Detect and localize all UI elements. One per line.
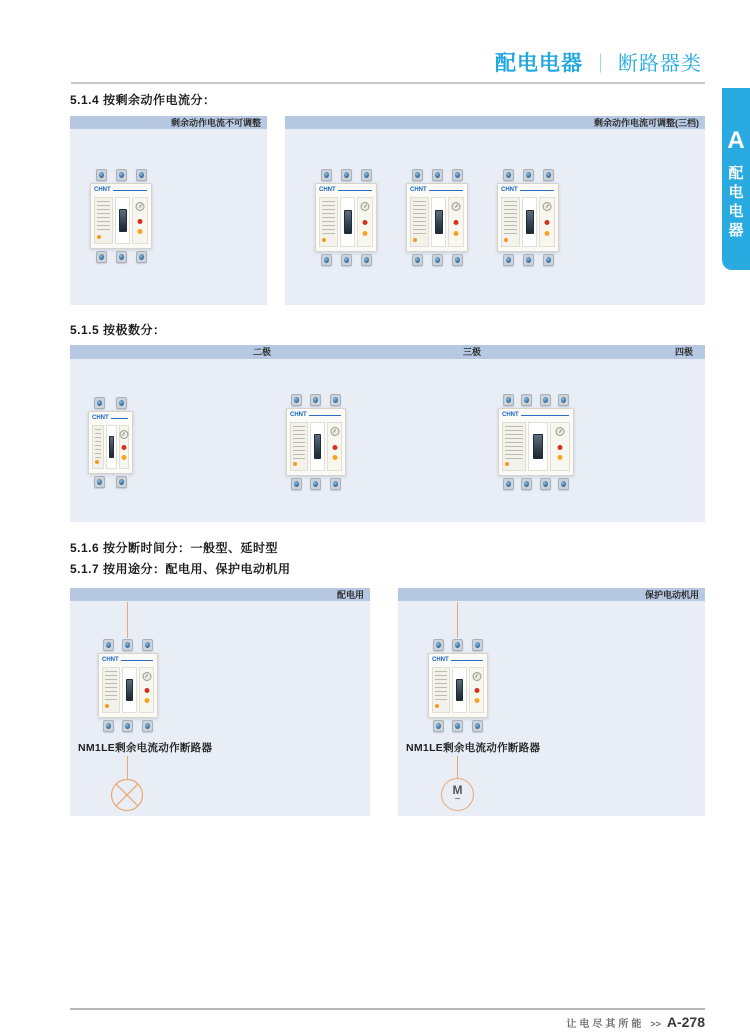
indicator-dot-orange <box>322 238 326 242</box>
chnt-logo: CHNT <box>319 187 336 193</box>
terminal-screw <box>433 720 444 732</box>
breaker-toggle-recess <box>115 197 131 244</box>
breaker-face <box>91 195 151 248</box>
terminal-screw <box>103 639 114 651</box>
test-button-yellow <box>332 455 337 460</box>
breaker-controls <box>119 425 129 469</box>
terminal-screw <box>412 169 423 181</box>
terminal-screw <box>412 254 423 266</box>
breaker-toggle-recess <box>431 197 447 247</box>
terminal-screw <box>543 169 554 181</box>
breaker-toggle-recess <box>310 422 325 471</box>
page-number: A-278 <box>666 1014 705 1030</box>
breaker-spec-label <box>94 197 113 244</box>
breaker-controls <box>139 667 154 713</box>
terminal-screw <box>94 476 105 488</box>
terminal-screw <box>558 394 569 406</box>
terminal-screw <box>503 254 514 266</box>
adjustment-dial <box>361 202 370 211</box>
indicator-dot-orange <box>97 235 101 239</box>
toggle-handle <box>126 679 133 702</box>
terminal-screw <box>341 254 352 266</box>
adjustment-dial <box>543 202 552 211</box>
trip-button-red <box>363 220 368 225</box>
toggle-handle <box>109 436 114 458</box>
terminal-screw <box>103 720 114 732</box>
breaker-toggle-recess <box>106 425 116 469</box>
panel-header-distribution: 配电用 <box>70 588 370 601</box>
chnt-logo: CHNT <box>502 412 519 418</box>
breaker-toggle-recess <box>340 197 356 247</box>
breaker-spec-label <box>92 425 104 469</box>
panel-header-motor: 保护电动机用 <box>398 588 705 601</box>
terminal-screw <box>330 478 341 490</box>
terminal-screw <box>503 169 514 181</box>
logo-underline <box>429 190 463 191</box>
breaker-toggle-recess <box>528 422 548 471</box>
wire-line-bottom <box>457 756 458 778</box>
wire-line-top <box>457 602 458 638</box>
breaker-terminal-row-bottom <box>286 477 346 491</box>
logo-underline <box>338 190 372 191</box>
breaker-terminal-row-bottom <box>88 475 133 489</box>
terminal-screw <box>540 394 551 406</box>
terminal-screw <box>291 394 302 406</box>
adjustment-dial <box>136 202 145 211</box>
breaker-face <box>89 423 132 473</box>
panel-distribution-use <box>70 588 370 816</box>
terminal-screw <box>116 476 127 488</box>
logo-underline <box>121 660 153 661</box>
breaker-face <box>429 665 487 717</box>
test-button-yellow <box>144 698 149 703</box>
indicator-dot-orange <box>293 462 297 466</box>
breaker-spec-label <box>102 667 120 713</box>
indicator-dot-orange <box>95 460 99 464</box>
adjustment-dial <box>142 672 151 681</box>
wire-line-top <box>127 602 128 638</box>
footer-slogan: 让电尽其所能 <box>566 1019 645 1030</box>
test-button-yellow <box>454 231 459 236</box>
trip-button-red <box>558 445 563 450</box>
breaker-terminal-row-top <box>98 638 158 652</box>
terminal-screw <box>122 639 133 651</box>
wire-line-bottom <box>127 756 128 779</box>
breaker-controls <box>448 197 464 247</box>
trip-button-red <box>454 220 459 225</box>
breaker-brand-row <box>499 409 573 420</box>
breaker-toggle-recess <box>452 667 467 713</box>
indicator-dot-orange <box>435 704 439 708</box>
breaker-face <box>498 195 558 251</box>
terminal-screw <box>472 639 483 651</box>
mccb-product-image-4pole <box>498 393 574 491</box>
panel-motor-protection <box>398 588 705 816</box>
trip-button-red <box>144 688 149 693</box>
chnt-logo: CHNT <box>102 657 119 663</box>
breaker-terminal-row-bottom <box>406 253 468 267</box>
panel-header-fixed-current: 剩余动作电流不可调整 <box>70 116 267 129</box>
section-title-517: 5.1.7 按用途分：配电用、保护电动机用 <box>70 562 291 576</box>
breaker-brand-row <box>99 654 157 665</box>
breaker-spec-label <box>319 197 338 247</box>
trip-button-red <box>138 219 143 224</box>
header-rule <box>71 82 705 84</box>
mccb-product-image <box>98 638 158 733</box>
terminal-screw <box>142 720 153 732</box>
breaker-body <box>497 183 559 252</box>
mccb-product-image-2pole <box>88 396 133 489</box>
breaker-terminal-row-top <box>428 638 488 652</box>
breaker-body <box>428 653 488 718</box>
adjustment-dial <box>330 427 339 436</box>
terminal-screw <box>452 639 463 651</box>
terminal-screw <box>361 254 372 266</box>
breaker-spec-label <box>290 422 308 471</box>
terminal-screw <box>321 169 332 181</box>
breaker-controls <box>539 197 555 247</box>
chnt-logo: CHNT <box>432 657 449 663</box>
panel-header-poles <box>70 345 705 359</box>
adjustment-dial <box>556 427 565 436</box>
breaker-body <box>498 408 574 476</box>
mccb-product-image <box>315 168 377 267</box>
terminal-screw <box>452 254 463 266</box>
terminal-screw <box>136 251 147 263</box>
terminal-screw <box>543 254 554 266</box>
breaker-face <box>316 195 376 251</box>
toggle-handle <box>119 209 127 232</box>
terminal-screw <box>96 251 107 263</box>
page-title <box>495 47 702 77</box>
panel-adjustable-current <box>285 116 705 305</box>
tab-label-vertical: 配电电器 <box>728 165 744 239</box>
terminal-screw <box>310 478 321 490</box>
terminal-screw <box>432 254 443 266</box>
breaker-body <box>286 408 346 476</box>
breaker-spec-label <box>410 197 429 247</box>
page-footer <box>566 1014 705 1030</box>
breaker-face <box>499 420 573 475</box>
breaker-brand-row <box>89 412 132 423</box>
breaker-toggle-recess <box>522 197 538 247</box>
breaker-controls <box>469 667 484 713</box>
breaker-body <box>90 183 152 249</box>
breaker-controls <box>327 422 342 471</box>
terminal-screw <box>116 397 127 409</box>
section-title-515: 5.1.5 按极数分： <box>70 323 166 337</box>
breaker-terminal-row-top <box>406 168 468 182</box>
terminal-screw <box>321 254 332 266</box>
chnt-logo: CHNT <box>410 187 427 193</box>
terminal-screw <box>291 478 302 490</box>
breaker-terminal-row-bottom <box>428 719 488 733</box>
subcategory-title: 断路器类 <box>618 53 702 75</box>
indicator-dot-orange <box>504 238 508 242</box>
terminal-screw <box>341 169 352 181</box>
terminal-screw <box>116 251 127 263</box>
terminal-screw <box>136 169 147 181</box>
terminal-screw <box>96 169 107 181</box>
breaker-spec-label <box>432 667 450 713</box>
logo-underline <box>451 660 483 661</box>
terminal-screw <box>558 478 569 490</box>
product-name-label: NM1LE剩余电流动作断路器 <box>78 742 213 754</box>
chnt-logo: CHNT <box>94 187 111 193</box>
toggle-handle <box>344 210 352 235</box>
terminal-screw <box>503 478 514 490</box>
breaker-terminal-row-bottom <box>497 253 559 267</box>
breaker-controls <box>357 197 373 247</box>
breaker-face <box>99 665 157 717</box>
terminal-screw <box>433 639 444 651</box>
breaker-spec-label <box>502 422 526 471</box>
breaker-face <box>407 195 467 251</box>
mccb-product-image-3pole <box>286 393 346 491</box>
breaker-brand-row <box>498 184 558 195</box>
terminal-screw <box>540 478 551 490</box>
terminal-screw <box>503 394 514 406</box>
breaker-brand-row <box>287 409 345 420</box>
chnt-logo: CHNT <box>290 412 307 418</box>
product-name-label: NM1LE剩余电流动作断路器 <box>406 742 541 754</box>
toggle-handle <box>435 210 443 235</box>
breaker-body <box>315 183 377 252</box>
terminal-screw <box>142 639 153 651</box>
test-button-yellow <box>545 231 550 236</box>
breaker-terminal-row-top <box>88 396 133 410</box>
adjustment-dial <box>119 430 128 439</box>
breaker-face <box>287 420 345 475</box>
logo-underline <box>309 415 341 416</box>
test-button-yellow <box>558 455 563 460</box>
category-title: 配电电器 <box>494 52 583 75</box>
mccb-product-image <box>428 638 488 733</box>
breaker-body <box>88 411 133 474</box>
test-button-yellow <box>121 455 126 460</box>
terminal-screw <box>472 720 483 732</box>
indicator-dot-orange <box>505 462 509 466</box>
breaker-controls <box>132 197 148 244</box>
lamp-symbol <box>110 778 144 817</box>
panel-header-adjustable-current: 剩余动作电流可调整(三档) <box>285 116 705 129</box>
test-button-yellow <box>138 229 143 234</box>
logo-underline <box>521 415 569 416</box>
column-label-2pole: 二极 <box>252 347 271 357</box>
breaker-brand-row <box>316 184 376 195</box>
column-label-4pole: 四极 <box>674 347 693 357</box>
terminal-screw <box>523 254 534 266</box>
motor-letter: M <box>452 783 463 797</box>
breaker-body <box>406 183 468 252</box>
footer-rule <box>70 1008 705 1010</box>
column-label-3pole: 三极 <box>462 347 481 357</box>
terminal-screw <box>452 720 463 732</box>
trip-button-red <box>474 688 479 693</box>
mccb-product-image <box>406 168 468 267</box>
panel-fixed-current <box>70 116 267 305</box>
breaker-terminal-row-top <box>498 393 574 407</box>
terminal-screw <box>521 478 532 490</box>
terminal-screw <box>361 169 372 181</box>
chnt-logo: CHNT <box>92 415 109 421</box>
adjustment-dial <box>472 672 481 681</box>
breaker-terminal-row-bottom <box>98 719 158 733</box>
section-title-514: 5.1.4 按剩余动作电流分： <box>70 93 216 107</box>
trip-button-red <box>332 445 337 450</box>
terminal-screw <box>452 169 463 181</box>
terminal-screw <box>330 394 341 406</box>
breaker-terminal-row-top <box>286 393 346 407</box>
breaker-spec-label <box>501 197 520 247</box>
breaker-terminal-row-bottom <box>315 253 377 267</box>
footer-arrow: >> <box>650 1019 661 1029</box>
breaker-body <box>98 653 158 718</box>
section-side-tab <box>722 88 750 270</box>
adjustment-dial <box>452 202 461 211</box>
motor-wave: ~ <box>454 794 461 805</box>
breaker-controls <box>550 422 570 471</box>
test-button-yellow <box>363 231 368 236</box>
trip-button-red <box>121 445 126 450</box>
tab-letter: A <box>727 127 745 154</box>
logo-underline <box>111 418 128 419</box>
title-separator: ｜ <box>590 54 610 75</box>
toggle-handle <box>456 679 463 702</box>
breaker-terminal-row-bottom <box>90 250 152 264</box>
chnt-logo: CHNT <box>501 187 518 193</box>
terminal-screw <box>432 169 443 181</box>
breaker-terminal-row-top <box>90 168 152 182</box>
breaker-terminal-row-top <box>315 168 377 182</box>
section-title-516: 5.1.6 按分断时间分：一般型、延时型 <box>70 541 279 555</box>
terminal-screw <box>122 720 133 732</box>
breaker-brand-row <box>407 184 467 195</box>
terminal-screw <box>116 169 127 181</box>
toggle-handle <box>526 210 534 235</box>
toggle-handle <box>533 434 543 458</box>
mccb-product-image <box>90 168 152 264</box>
breaker-terminal-row-bottom <box>498 477 574 491</box>
trip-button-red <box>545 220 550 225</box>
indicator-dot-orange <box>105 704 109 708</box>
terminal-screw <box>521 394 532 406</box>
terminal-screw <box>94 397 105 409</box>
logo-underline <box>113 190 147 191</box>
breaker-brand-row <box>429 654 487 665</box>
breaker-toggle-recess <box>122 667 137 713</box>
mccb-product-image <box>497 168 559 267</box>
motor-symbol <box>441 778 474 811</box>
panel-poles <box>70 345 705 522</box>
logo-underline <box>520 190 554 191</box>
indicator-dot-orange <box>413 238 417 242</box>
breaker-brand-row <box>91 184 151 195</box>
toggle-handle <box>314 434 321 458</box>
terminal-screw <box>310 394 321 406</box>
terminal-screw <box>523 169 534 181</box>
test-button-yellow <box>474 698 479 703</box>
breaker-terminal-row-top <box>497 168 559 182</box>
